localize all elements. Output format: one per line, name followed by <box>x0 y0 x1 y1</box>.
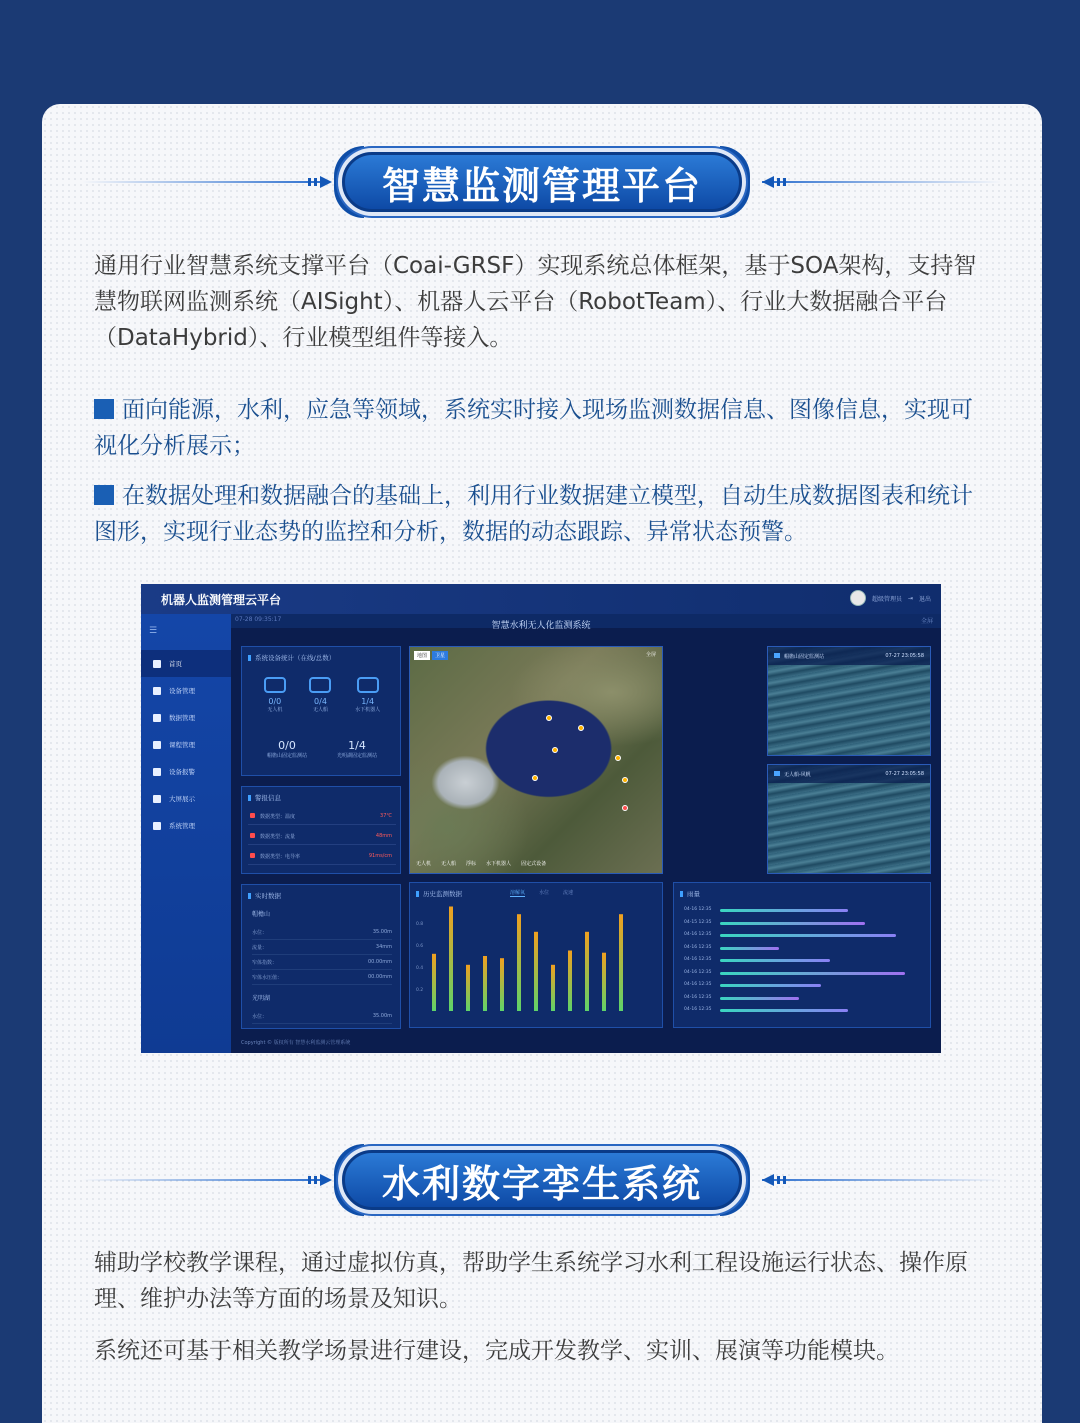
video-feed[interactable] <box>767 646 931 756</box>
menu-toggle-icon[interactable]: ☰ <box>149 626 158 636</box>
history-chart-panel <box>409 882 663 1028</box>
sidebar-item-devices[interactable] <box>141 677 231 704</box>
underwater-robot-icon <box>357 677 379 693</box>
bar[interactable] <box>449 907 453 1012</box>
tab-oxygen[interactable]: 溶解氧 <box>510 890 526 896</box>
legend-item: 无人机 <box>416 861 432 867</box>
content-card <box>42 104 1042 1423</box>
data-key: 水位： <box>252 1014 268 1020</box>
section-title-banner <box>42 1130 1042 1230</box>
alert-type: 数据类型：电导率 <box>260 854 301 860</box>
lock-icon <box>250 813 255 818</box>
rain-bar-chart <box>674 883 932 1029</box>
sidebar-item-bigscreen[interactable] <box>141 785 231 812</box>
boat-icon <box>309 677 331 693</box>
site-name: 帽檐山 <box>252 911 271 918</box>
stat-label: 光明湖固定监测站 <box>336 753 377 759</box>
alert-type: 数据类型：流量 <box>260 834 296 840</box>
sidebar-item-courses[interactable] <box>141 731 231 758</box>
robot-marker[interactable] <box>615 755 621 761</box>
bullet-text: 在数据处理和数据融合的基础上，利用行业数据建立模型，自动生成数据图表和统计图形，实现行业态势的监控和分析，数据的动态跟踪、异常状态预警。 <box>94 483 973 545</box>
boat-marker[interactable] <box>546 715 552 721</box>
stat-value: 0/0 <box>278 739 296 752</box>
bar[interactable] <box>720 1009 848 1012</box>
sidebar-nav <box>141 650 231 839</box>
copyright: Copyright © 版权所有 智慧水利监测云管理系统 <box>241 1040 351 1046</box>
realtime-panel <box>241 884 401 1029</box>
data-row <box>252 1009 392 1024</box>
bar-label: 04-16 12:35 <box>684 982 712 987</box>
user-name[interactable]: 超级管理员 <box>871 595 902 603</box>
station-marker[interactable] <box>622 805 628 811</box>
stat-item <box>267 739 307 759</box>
legend-item: 浮标 <box>466 861 477 867</box>
data-key: 窄体指数： <box>252 960 278 966</box>
alert-type: 数据类型：温度 <box>260 814 296 820</box>
app-header <box>141 584 941 614</box>
screen-icon <box>153 795 161 803</box>
data-row <box>252 970 392 985</box>
video-date: 07-27 23:05:58 <box>885 653 924 659</box>
dashboard-screenshot <box>141 584 941 1053</box>
gear-icon <box>153 822 161 830</box>
stat-value: 1/4 <box>361 697 375 706</box>
bar[interactable] <box>619 914 623 1011</box>
bar-label: 04-16 12:35 <box>684 907 712 912</box>
bar[interactable] <box>720 984 821 987</box>
section-title: 智慧监测管理平台 <box>381 163 702 208</box>
sidebar-item-label: 大屏展示 <box>169 795 195 803</box>
legend-item: 无人船 <box>441 861 457 867</box>
bar[interactable] <box>720 972 905 975</box>
sidebar-item-system[interactable] <box>141 812 231 839</box>
bullet-item <box>94 478 994 550</box>
bar-label: 04-16 12:35 <box>684 932 712 937</box>
satellite-map[interactable] <box>409 646 663 874</box>
alert-value: 37℃ <box>380 813 392 819</box>
sidebar-item-label: 课程管理 <box>169 741 195 749</box>
warning-icon <box>153 768 161 776</box>
user-area <box>850 590 931 606</box>
stat-item <box>355 677 380 713</box>
boat-marker[interactable] <box>532 775 538 781</box>
stat-label: 水下机器人 <box>355 707 381 713</box>
station-stats-row <box>252 739 392 759</box>
bar[interactable] <box>534 932 538 1011</box>
alert-row[interactable] <box>248 849 396 865</box>
y-tick-label: 0.8 <box>416 922 424 927</box>
bar[interactable] <box>720 909 848 912</box>
bar[interactable] <box>720 934 896 937</box>
section-title: 水利数字孪生系统 <box>381 1161 702 1206</box>
drone-icon <box>264 677 286 693</box>
bar[interactable] <box>432 954 436 1011</box>
intro-paragraph: 通用行业智慧系统支撑平台（Coai-GRSF）实现系统总体框架，基于SOA架构，支持智慧物联网监测系统（AISight）、机器人云平台（RobotTeam）、行业大数据融合平台（DataHybrid）、行业模型组件等接入。 <box>94 253 977 351</box>
home-icon <box>153 660 161 668</box>
device-stats-panel <box>241 646 401 776</box>
bar[interactable] <box>720 922 865 925</box>
video-feed[interactable] <box>767 764 931 874</box>
bullet-item <box>94 392 994 464</box>
alert-value: 91ms/cm <box>368 853 392 859</box>
video-header <box>768 647 930 665</box>
arrow-decor-right-icon <box>756 174 786 190</box>
bar[interactable] <box>720 997 799 1000</box>
bar-label: 04-16 12:35 <box>684 957 712 962</box>
arrow-decor-right-icon <box>756 1172 786 1188</box>
data-row <box>252 925 392 940</box>
map-type-toggle <box>414 651 448 660</box>
section2-paragraph: 辅助学校教学课程，通过虚拟仿真，帮助学生系统学习水利工程设施运行状态、操作原理、维护办法等方面的场景及知识。 <box>94 1250 968 1312</box>
system-title: 智慧水利无人化监测系统 <box>491 621 591 631</box>
satellite-tab[interactable]: 卫星 <box>432 651 448 660</box>
y-tick-label: 0.4 <box>416 966 424 971</box>
bar[interactable] <box>551 965 555 1011</box>
stat-value: 1/4 <box>348 739 366 752</box>
map-tab[interactable]: 地图 <box>414 651 430 660</box>
video-name: 帽檐山固定监测站 <box>784 654 825 660</box>
data-value: 00.00mm <box>367 974 392 980</box>
decor-line-left <box>82 181 322 183</box>
data-key: 窄体水压值： <box>252 975 283 981</box>
device-stats-row <box>252 677 392 713</box>
decor-line-left <box>82 1179 322 1181</box>
bar[interactable] <box>466 965 470 1011</box>
square-bullet-icon <box>94 485 114 505</box>
data-row <box>252 955 392 970</box>
title-pill <box>342 152 742 212</box>
bar[interactable] <box>483 956 487 1011</box>
sidebar-item-label: 系统管理 <box>169 822 195 830</box>
panel-title: 系统设备统计（在线/总数） <box>248 653 335 662</box>
robot-marker[interactable] <box>622 777 628 783</box>
sidebar-item-data[interactable] <box>141 704 231 731</box>
map-fullscreen-button[interactable]: 全屏 <box>645 652 656 658</box>
fullscreen-button[interactable]: 全屏 <box>920 618 933 625</box>
tab-flow[interactable]: 流速 <box>563 890 574 896</box>
monitor-icon <box>153 687 161 695</box>
site-name: 光明湖 <box>252 995 271 1002</box>
panel-title: 实时数据 <box>248 891 281 900</box>
app-title: 机器人监测管理云平台 <box>161 593 282 607</box>
data-value: 00.00mm <box>367 959 392 965</box>
stat-value: 0/0 <box>268 697 282 706</box>
stat-value: 0/4 <box>314 697 327 706</box>
bar-label: 04-16 12:35 <box>684 969 712 975</box>
bar-label: 04-16 12:35 <box>684 994 712 1000</box>
bar-label: 04-16 12:35 <box>684 944 712 950</box>
timestamp: 07-28 09:35:17 <box>235 616 282 623</box>
y-tick-label: 0.2 <box>416 988 424 993</box>
stat-label: 无人船 <box>312 707 328 713</box>
chart-icon <box>153 714 161 722</box>
buoy-marker[interactable] <box>552 747 558 753</box>
bar[interactable] <box>517 914 521 1011</box>
data-value: 35.00m <box>372 1013 392 1019</box>
sidebar-item-home[interactable] <box>141 650 231 677</box>
history-bar-chart <box>410 883 664 1029</box>
lock-icon <box>250 853 255 858</box>
lock-icon <box>250 833 255 838</box>
stat-label: 无人机 <box>267 707 283 713</box>
sidebar-item-label: 设备管理 <box>169 687 195 695</box>
alert-panel <box>241 786 401 874</box>
data-key: 流量： <box>252 945 268 951</box>
video-header <box>768 765 930 783</box>
bar-label: 04-15 12:35 <box>684 919 712 925</box>
stat-label: 帽檐山固定监测站 <box>266 753 307 759</box>
bar[interactable] <box>720 947 779 950</box>
camera-icon <box>774 771 780 776</box>
bar[interactable] <box>585 932 589 1011</box>
data-value: 35.00m <box>372 929 392 935</box>
stat-item <box>337 739 377 759</box>
bar[interactable] <box>720 959 830 962</box>
y-tick-label: 0.6 <box>416 944 424 949</box>
sidebar <box>141 614 231 1053</box>
bar-label: 04-16 12:35 <box>684 1007 712 1012</box>
logout-icon[interactable]: ⇥ <box>907 594 913 602</box>
legend-item: 固定式设备 <box>521 861 547 867</box>
rain-chart-panel <box>673 882 931 1028</box>
sidebar-item-label: 设备报警 <box>169 768 195 776</box>
map-legend <box>416 860 546 867</box>
bar[interactable] <box>500 958 504 1011</box>
data-value: 34mm <box>375 944 392 950</box>
stat-item <box>309 677 331 713</box>
section-title-banner <box>42 132 1042 232</box>
bar[interactable] <box>568 951 572 1012</box>
legend-item: 水下机器人 <box>486 861 512 867</box>
data-key: 水位： <box>252 930 268 936</box>
panel-title: 警报信息 <box>248 793 281 802</box>
alert-row[interactable] <box>248 829 396 845</box>
data-row <box>252 940 392 955</box>
title-pill <box>342 1150 742 1210</box>
decor-line-right <box>762 181 1002 183</box>
panel-title: 雨量 <box>680 889 700 898</box>
video-name: 无人船-风帆 <box>784 772 811 778</box>
avatar[interactable] <box>850 590 866 606</box>
sidebar-item-alarms[interactable] <box>141 758 231 785</box>
panel-title: 历史监测数据 <box>416 889 462 898</box>
stat-item <box>264 677 286 713</box>
video-date: 07-27 23:05:58 <box>885 771 924 777</box>
bullet-text: 面向能源，水利，应急等领域，系统实时接入现场监测数据信息、图像信息，实现可视化分析展示； <box>94 397 973 459</box>
camera-icon <box>774 653 780 658</box>
alert-value: 48mm <box>375 833 392 839</box>
section2-paragraph: 系统还可基于相关教学场景进行建设，完成开发教学、实训、展演等功能模块。 <box>94 1338 899 1364</box>
square-bullet-icon <box>94 399 114 419</box>
sidebar-item-label: 首页 <box>169 660 182 668</box>
book-icon <box>153 741 161 749</box>
logout-link[interactable]: 退出 <box>918 595 931 603</box>
sidebar-item-label: 数据管理 <box>169 714 195 722</box>
tab-water-level[interactable]: 水位 <box>539 890 550 896</box>
boat-marker[interactable] <box>578 725 584 731</box>
decor-line-right <box>762 1179 1002 1181</box>
bar[interactable] <box>602 953 606 1011</box>
alert-row[interactable] <box>248 809 396 825</box>
